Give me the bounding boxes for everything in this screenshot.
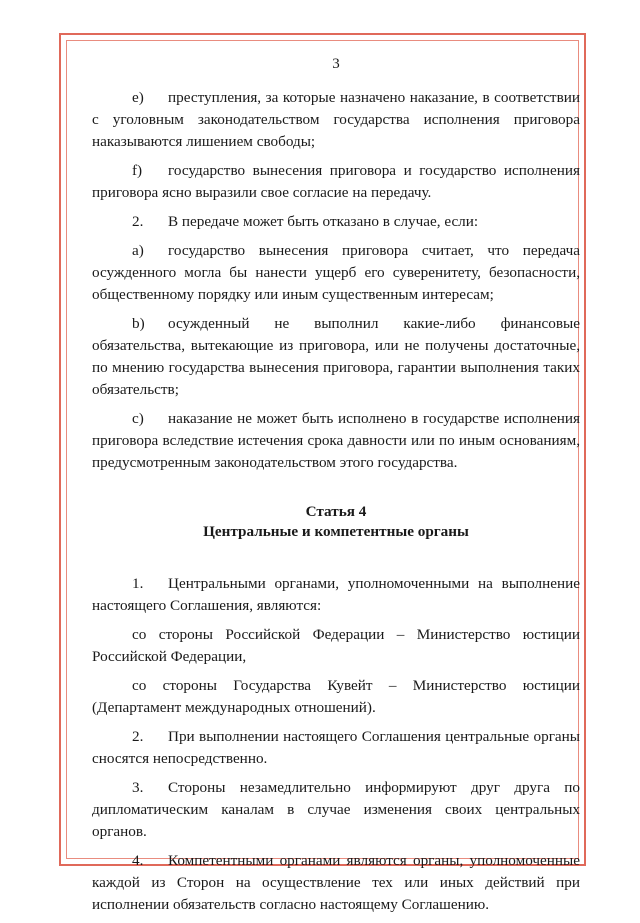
item-text-first: преступления, за которые назначено наказание, в соответствии [168,89,580,106]
list-item [92,624,580,668]
list-item [92,240,580,306]
article-number: Статья 4 [305,503,367,520]
item-text-first: осужденный не выполнил какие-либо финансовые [168,315,580,332]
item-marker: 1. [132,575,144,592]
item-marker: 2. [132,213,144,230]
list-item [92,160,580,204]
item-text-first: наказание не может быть исполнено в государстве исполнения [168,410,580,427]
list-item [92,726,580,770]
list-item [92,211,580,233]
article-heading [92,502,580,542]
item-text-rest: по дипломатическим каналам в случае изменения своих центральных органов. [92,779,581,840]
item-marker: 3. [132,779,144,796]
item-text-rest: сносятся непосредственно. [92,750,268,767]
item-text-first: государство вынесения приговора и государство исполнения [168,162,580,179]
document-page [92,54,580,923]
item-text-rest: с уголовным законодательством государства исполнения приговора наказываются лишением свободы; [92,111,580,150]
item-marker: а) [132,242,144,259]
item-marker: f) [132,162,143,179]
item-marker: 2. [132,728,144,745]
item-text-first: со стороны Государства Кувейт – Министерство юстиции [132,677,580,694]
article-title: Центральные и компетентные органы [203,523,469,540]
item-text-first: со стороны Российской Федерации – Министерство юстиции [132,626,580,643]
list-item [92,777,580,843]
item-text-rest: осужденного могла бы нанести ущерб его суверенитету, безопасности, общественному порядку или иным существенным интересам; [92,264,580,303]
item-marker: 4. [132,852,144,869]
item-text-rest: приговора вследствие истечения срока давности или по иным основаниям, предусмотренным законодательством этого государства. [92,432,580,471]
item-text-rest: настоящего Соглашения, являются: [92,597,322,614]
item-marker: с) [132,410,144,427]
item-text-first: Центральными органами, уполномоченными на выполнение [168,575,580,592]
article-body [92,573,580,916]
item-text-first: государство вынесения приговора считает, что передача [168,242,580,259]
item-marker: e) [132,89,144,106]
item-text-first: Стороны незамедлительно информируют друг друга [168,779,550,796]
item-text-rest: (Департамент международных отношений). [92,699,376,716]
list-item [92,87,580,153]
item-text-first: Компетентными органами являются органы, уполномоченные [168,852,580,869]
conditions-list [92,87,580,474]
item-text-rest: Российской Федерации, [92,648,247,665]
list-item [92,573,580,617]
item-text-rest: каждой из Сторон на осуществление тех или иных действий при исполнении обязательств согласно настоящему Соглашению. [92,874,580,913]
list-item [92,850,580,916]
item-text-first: В передаче может быть отказано в случае, если: [168,213,479,230]
item-text-rest: обязательства, вытекающие из приговора, или не получены достаточные, по мнению государства вынесения приговора, гарантии выполнения таких обязательств; [92,337,580,398]
page-number: 3 [332,56,340,72]
list-item [92,675,580,719]
item-text-first: При выполнении настоящего Соглашения центральные органы [168,728,580,745]
list-item [92,408,580,474]
list-item [92,313,580,401]
item-text-rest: приговора ясно выразили свое согласие на передачу. [92,184,432,201]
item-marker: b) [132,315,145,332]
